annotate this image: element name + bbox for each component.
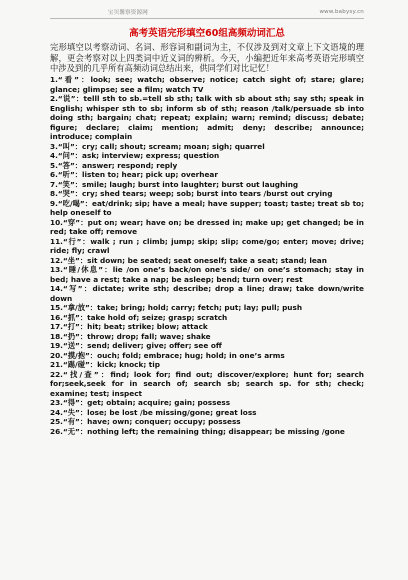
entry-number: 2. <box>50 94 58 104</box>
list-item <box>50 256 364 266</box>
entry-number: 26. <box>50 426 63 436</box>
list-item <box>50 370 364 399</box>
list-item <box>50 284 364 303</box>
entry-keyword: “说” <box>57 94 76 104</box>
entry-text: ：nothing left; the remaining thing; disappear; be missing /gone <box>79 426 345 436</box>
entry-keyword: “问” <box>57 151 75 161</box>
entry-text: ：ask; interview; express; question <box>74 151 220 161</box>
entry-number: 4. <box>50 151 58 161</box>
entry-text: ：listen to; hear; pick up; overhear <box>74 170 218 180</box>
list-item <box>50 151 364 161</box>
list-item <box>50 218 364 237</box>
entry-number: 5. <box>50 160 58 170</box>
entry-text: ：dictate; write sth; describe; drop a line; draw; take down/write down <box>50 284 364 303</box>
entry-number: 17. <box>50 322 63 332</box>
list-item <box>50 237 364 256</box>
entry-number: 1. <box>50 75 58 85</box>
entry-text: ：cry; shed tears; weep; sob; burst into tears /burst out crying <box>74 189 333 199</box>
entry-number: 9. <box>50 198 58 208</box>
entry-number: 3. <box>50 141 58 151</box>
entry-number: 22. <box>50 369 63 379</box>
entry-text: ：telll sth to sb.=tell sb sth; talk with sb about sth; say sth; speak in English; whisper sth to sb; inform sb of sth; reason /talk/persuade sb into doing sth; bargain; chat; repeat; explain; warn; remind; discuss; debate; figure; declare; claim; mention; admit; deny; describe; announce; introduce; complain <box>50 94 364 142</box>
entry-keyword: “找/查” <box>62 369 99 379</box>
entry-keyword: “行” <box>62 236 82 246</box>
entry-text: ：eat/drink; sip; have a meal; have supper; toast; taste; treat sb to; help oneself to <box>50 198 364 218</box>
list-item <box>50 322 364 332</box>
entry-number: 24. <box>50 407 63 417</box>
entry-number: 25. <box>50 417 63 427</box>
entry-number: 23. <box>50 398 63 408</box>
list-item <box>50 142 364 152</box>
entry-keyword: “写” <box>62 284 83 294</box>
entry-keyword: “吃/喝” <box>57 198 85 208</box>
list-item <box>50 360 364 370</box>
entry-keyword: “叫” <box>57 141 75 151</box>
entry-keyword: “摸/抱” <box>62 350 90 360</box>
entry-keyword: “扔” <box>62 331 80 341</box>
entry-text: ：take; bring; hold; carry; fetch; put; lay; pull; push <box>89 303 303 313</box>
list-item <box>50 408 364 418</box>
list-item <box>50 398 364 408</box>
entry-text: ：smile; laugh; burst into laughter; burst out laughing <box>74 179 299 189</box>
entry-text: ：put on; wear; have on; be dressed in; make up; get changed; be in red; take off; remove <box>50 217 364 237</box>
entry-text: ：send; deliver; give; offer; see off <box>79 341 222 351</box>
entry-text: ：ouch; fold; embrace; hug; hold; in one’s arms <box>89 350 285 360</box>
entry-number: 18. <box>50 331 63 341</box>
entry-keyword: “哭” <box>57 189 75 199</box>
entry-text: ：find; look for; find out; discover/explore; hunt for; search for;seek,seek for in search of; search sb; search sp. for sth; check; examine; test; inspect <box>50 369 364 398</box>
list-item <box>50 341 364 351</box>
entry-text: ：take hold of; seize; grasp; scratch <box>79 312 228 322</box>
entry-keyword: “打” <box>62 322 80 332</box>
list-item <box>50 75 364 94</box>
entry-number: 20. <box>50 350 63 360</box>
entry-keyword: “有” <box>62 417 80 427</box>
entry-text: ：throw; drop; fall; wave; shake <box>79 331 211 341</box>
list-item <box>50 170 364 180</box>
entry-number: 8. <box>50 189 58 199</box>
entry-text: ：sit down; be seated; seat oneself; take a seat; stand; lean <box>79 255 327 265</box>
entry-text: ：lose; be lost /be missing/gone; great loss <box>79 407 257 417</box>
entry-number: 14. <box>50 284 63 294</box>
entry-number: 15. <box>50 303 63 313</box>
entry-number: 19. <box>50 341 63 351</box>
site-url: www.babysy.cn <box>319 9 364 15</box>
entry-number: 6. <box>50 170 58 180</box>
list-item <box>50 180 364 190</box>
list-item <box>50 417 364 427</box>
list-item <box>50 427 364 437</box>
entry-number: 16. <box>50 312 63 322</box>
entry-text: ：have; own; conquer; occupy; possess <box>79 417 241 427</box>
verb-list <box>50 75 364 436</box>
list-item <box>50 303 364 313</box>
list-item <box>50 313 364 323</box>
site-name: 宝贝馨察资源网 <box>108 10 148 16</box>
entry-text: ：look; see; watch; observe; notice; catch sight of; stare; glare; glance; glimpse; see a film; watch TV <box>50 75 364 94</box>
page-header <box>50 6 364 19</box>
list-item <box>50 351 364 361</box>
entry-text: ：get; obtain; acquire; gain; possess <box>79 398 231 408</box>
entry-keyword: “无” <box>62 426 80 436</box>
list-item <box>50 332 364 342</box>
entry-number: 11. <box>50 236 63 246</box>
entry-keyword: “看” <box>57 75 79 85</box>
entry-keyword: “坐” <box>62 255 80 265</box>
entry-keyword: “答” <box>57 160 75 170</box>
entry-number: 21. <box>50 360 63 370</box>
list-item <box>50 94 364 142</box>
entry-keyword: “送” <box>62 341 80 351</box>
entry-text: ：answer; respond; reply <box>74 160 178 170</box>
intro-paragraph: 完形填空以考察动词、名词、形容词和副词为主，不仅涉及到对文章上下文语境的理解，更会考察对以上四类词中近义词的辨析。今天，小编把近年来高考英语完形填空中涉及到的几乎所有高频动词总结出来，供同学们对比记忆！ <box>50 42 364 74</box>
entry-keyword: “踢/碰” <box>62 360 90 370</box>
entry-text: ：walk ; run ; climb; jump; skip; slip; come/go; enter; move; drive; ride; fly; crawl <box>50 236 365 256</box>
entry-keyword: “穿” <box>62 217 81 227</box>
entry-number: 10. <box>50 217 63 227</box>
entry-keyword: “睡/休息” <box>62 265 104 275</box>
entry-text: ：lie /on one’s back/on one's side/ on one’s stomach; stay in bed; have a rest; take a nap; be asleep; bend; turn over; rest <box>50 265 364 284</box>
list-item <box>50 199 364 218</box>
entry-keyword: “笑” <box>57 179 75 189</box>
entry-keyword: “得” <box>62 398 80 408</box>
list-item <box>50 265 364 284</box>
list-item <box>50 189 364 199</box>
entry-number: 12. <box>50 255 63 265</box>
entry-keyword: “拿/放” <box>62 303 90 313</box>
entry-text: ：hit; beat; strike; blow; attack <box>79 322 208 332</box>
document-title: 高考英语完形填空60组高频动词汇总 <box>129 28 285 39</box>
entry-text: ：cry; call; shout; scream; moan; sigh; quarrel <box>74 141 265 151</box>
entry-keyword: “失” <box>62 407 80 417</box>
entry-number: 13. <box>50 265 63 275</box>
entry-text: ：kick; knock; tip <box>89 360 160 370</box>
entry-number: 7. <box>50 179 58 189</box>
entry-keyword: “听” <box>57 170 75 180</box>
list-item <box>50 161 364 171</box>
entry-keyword: “抓” <box>62 312 80 322</box>
